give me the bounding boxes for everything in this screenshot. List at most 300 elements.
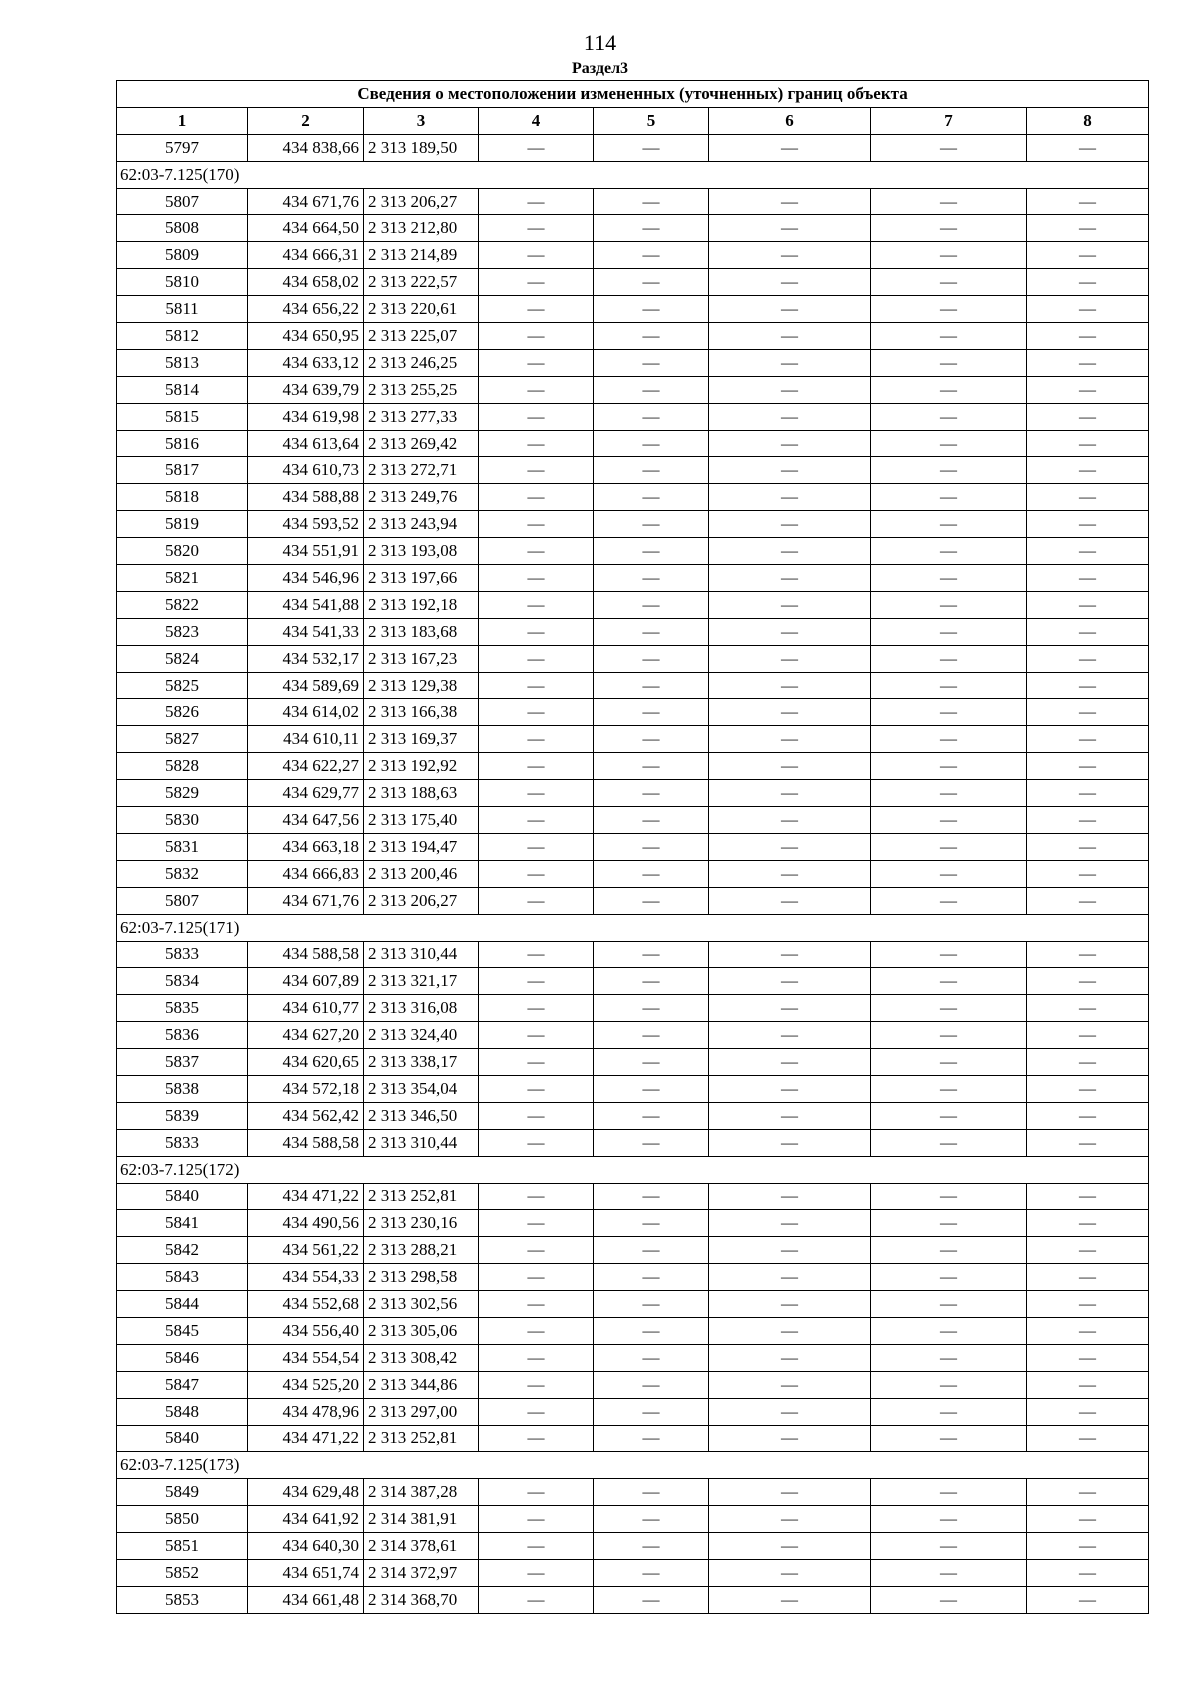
column-header: 1 bbox=[117, 107, 248, 134]
table-row bbox=[117, 1210, 1149, 1237]
empty-value-dash: — bbox=[709, 726, 871, 753]
empty-value-dash: — bbox=[1027, 1559, 1149, 1586]
empty-value-dash: — bbox=[594, 430, 709, 457]
coord-y: 2 313 197,66 bbox=[364, 565, 479, 592]
table-row bbox=[117, 1237, 1149, 1264]
coord-y: 2 313 169,37 bbox=[364, 726, 479, 753]
table-row bbox=[117, 1479, 1149, 1506]
coord-x: 434 661,48 bbox=[248, 1586, 364, 1613]
empty-value-dash: — bbox=[709, 591, 871, 618]
table-row bbox=[117, 995, 1149, 1022]
empty-value-dash: — bbox=[479, 1371, 594, 1398]
coord-x: 434 572,18 bbox=[248, 1075, 364, 1102]
coord-x: 434 554,54 bbox=[248, 1344, 364, 1371]
coord-y: 2 313 255,25 bbox=[364, 376, 479, 403]
empty-value-dash: — bbox=[709, 457, 871, 484]
column-header: 2 bbox=[248, 107, 364, 134]
table-row bbox=[117, 188, 1149, 215]
coord-x: 434 610,11 bbox=[248, 726, 364, 753]
coord-x: 434 588,58 bbox=[248, 941, 364, 968]
empty-value-dash: — bbox=[1027, 1506, 1149, 1533]
coord-y: 2 313 310,44 bbox=[364, 941, 479, 968]
coord-y: 2 313 230,16 bbox=[364, 1210, 479, 1237]
empty-value-dash: — bbox=[871, 1075, 1027, 1102]
coord-y: 2 313 298,58 bbox=[364, 1264, 479, 1291]
point-number: 5831 bbox=[117, 833, 248, 860]
empty-value-dash: — bbox=[1027, 1075, 1149, 1102]
table-row bbox=[117, 349, 1149, 376]
empty-value-dash: — bbox=[1027, 376, 1149, 403]
empty-value-dash: — bbox=[479, 188, 594, 215]
empty-value-dash: — bbox=[871, 618, 1027, 645]
coord-x: 434 556,40 bbox=[248, 1317, 364, 1344]
table-title-row bbox=[117, 81, 1149, 108]
point-number: 5824 bbox=[117, 645, 248, 672]
point-number: 5823 bbox=[117, 618, 248, 645]
coord-x: 434 610,73 bbox=[248, 457, 364, 484]
coord-x: 434 525,20 bbox=[248, 1371, 364, 1398]
empty-value-dash: — bbox=[594, 1264, 709, 1291]
empty-value-dash: — bbox=[1027, 565, 1149, 592]
empty-value-dash: — bbox=[1027, 618, 1149, 645]
empty-value-dash: — bbox=[709, 672, 871, 699]
empty-value-dash: — bbox=[709, 1049, 871, 1076]
empty-value-dash: — bbox=[1027, 591, 1149, 618]
coord-y: 2 313 225,07 bbox=[364, 323, 479, 350]
column-header: 6 bbox=[709, 107, 871, 134]
empty-value-dash: — bbox=[594, 1479, 709, 1506]
empty-value-dash: — bbox=[1027, 403, 1149, 430]
point-number: 5841 bbox=[117, 1210, 248, 1237]
empty-value-dash: — bbox=[479, 1237, 594, 1264]
coord-x: 434 541,88 bbox=[248, 591, 364, 618]
coord-y: 2 313 321,17 bbox=[364, 968, 479, 995]
empty-value-dash: — bbox=[1027, 995, 1149, 1022]
coord-y: 2 313 269,42 bbox=[364, 430, 479, 457]
point-number: 5835 bbox=[117, 995, 248, 1022]
parcel-number: 62:03-7.125(172) bbox=[117, 1156, 1149, 1183]
empty-value-dash: — bbox=[1027, 323, 1149, 350]
point-number: 5850 bbox=[117, 1506, 248, 1533]
empty-value-dash: — bbox=[1027, 1425, 1149, 1452]
empty-value-dash: — bbox=[594, 1533, 709, 1560]
point-number: 5825 bbox=[117, 672, 248, 699]
empty-value-dash: — bbox=[871, 538, 1027, 565]
empty-value-dash: — bbox=[479, 1264, 594, 1291]
table-row bbox=[117, 645, 1149, 672]
empty-value-dash: — bbox=[594, 968, 709, 995]
empty-value-dash: — bbox=[871, 1533, 1027, 1560]
table-row bbox=[117, 1183, 1149, 1210]
coord-x: 434 541,33 bbox=[248, 618, 364, 645]
empty-value-dash: — bbox=[709, 1479, 871, 1506]
empty-value-dash: — bbox=[1027, 188, 1149, 215]
empty-value-dash: — bbox=[594, 860, 709, 887]
empty-value-dash: — bbox=[479, 1586, 594, 1613]
empty-value-dash: — bbox=[479, 995, 594, 1022]
empty-value-dash: — bbox=[871, 1506, 1027, 1533]
empty-value-dash: — bbox=[479, 672, 594, 699]
coord-y: 2 313 214,89 bbox=[364, 242, 479, 269]
coord-x: 434 554,33 bbox=[248, 1264, 364, 1291]
point-number: 5812 bbox=[117, 323, 248, 350]
empty-value-dash: — bbox=[871, 215, 1027, 242]
coord-y: 2 314 381,91 bbox=[364, 1506, 479, 1533]
empty-value-dash: — bbox=[594, 1344, 709, 1371]
point-number: 5846 bbox=[117, 1344, 248, 1371]
coord-x: 434 620,65 bbox=[248, 1049, 364, 1076]
empty-value-dash: — bbox=[709, 618, 871, 645]
empty-value-dash: — bbox=[871, 591, 1027, 618]
empty-value-dash: — bbox=[709, 887, 871, 914]
empty-value-dash: — bbox=[871, 188, 1027, 215]
empty-value-dash: — bbox=[1027, 1102, 1149, 1129]
coord-y: 2 313 194,47 bbox=[364, 833, 479, 860]
coord-y: 2 314 368,70 bbox=[364, 1586, 479, 1613]
coord-y: 2 313 129,38 bbox=[364, 672, 479, 699]
empty-value-dash: — bbox=[1027, 1344, 1149, 1371]
empty-value-dash: — bbox=[871, 484, 1027, 511]
empty-value-dash: — bbox=[709, 1533, 871, 1560]
table-row bbox=[117, 1317, 1149, 1344]
empty-value-dash: — bbox=[871, 645, 1027, 672]
empty-value-dash: — bbox=[594, 618, 709, 645]
coord-y: 2 313 206,27 bbox=[364, 887, 479, 914]
empty-value-dash: — bbox=[594, 995, 709, 1022]
empty-value-dash: — bbox=[479, 699, 594, 726]
empty-value-dash: — bbox=[479, 887, 594, 914]
empty-value-dash: — bbox=[871, 269, 1027, 296]
empty-value-dash: — bbox=[871, 242, 1027, 269]
coord-x: 434 671,76 bbox=[248, 887, 364, 914]
point-number: 5811 bbox=[117, 296, 248, 323]
coord-x: 434 471,22 bbox=[248, 1183, 364, 1210]
coord-y: 2 313 277,33 bbox=[364, 403, 479, 430]
coord-y: 2 314 378,61 bbox=[364, 1533, 479, 1560]
empty-value-dash: — bbox=[594, 833, 709, 860]
coord-y: 2 313 305,06 bbox=[364, 1317, 479, 1344]
empty-value-dash: — bbox=[709, 1237, 871, 1264]
parcel-number: 62:03-7.125(170) bbox=[117, 161, 1149, 188]
empty-value-dash: — bbox=[871, 1425, 1027, 1452]
empty-value-dash: — bbox=[709, 1317, 871, 1344]
empty-value-dash: — bbox=[1027, 538, 1149, 565]
coord-y: 2 313 189,50 bbox=[364, 134, 479, 161]
empty-value-dash: — bbox=[594, 887, 709, 914]
table-row bbox=[117, 1425, 1149, 1452]
table-row bbox=[117, 941, 1149, 968]
coord-y: 2 313 175,40 bbox=[364, 807, 479, 834]
empty-value-dash: — bbox=[1027, 1129, 1149, 1156]
empty-value-dash: — bbox=[1027, 672, 1149, 699]
point-number: 5852 bbox=[117, 1559, 248, 1586]
empty-value-dash: — bbox=[871, 296, 1027, 323]
table-row bbox=[117, 403, 1149, 430]
parcel-number: 62:03-7.125(171) bbox=[117, 914, 1149, 941]
empty-value-dash: — bbox=[1027, 1183, 1149, 1210]
empty-value-dash: — bbox=[871, 1237, 1027, 1264]
point-number: 5834 bbox=[117, 968, 248, 995]
empty-value-dash: — bbox=[871, 1559, 1027, 1586]
coord-y: 2 313 308,42 bbox=[364, 1344, 479, 1371]
coord-x: 434 546,96 bbox=[248, 565, 364, 592]
empty-value-dash: — bbox=[1027, 807, 1149, 834]
empty-value-dash: — bbox=[871, 1049, 1027, 1076]
empty-value-dash: — bbox=[479, 1049, 594, 1076]
table-row bbox=[117, 242, 1149, 269]
empty-value-dash: — bbox=[871, 1371, 1027, 1398]
empty-value-dash: — bbox=[594, 1102, 709, 1129]
empty-value-dash: — bbox=[1027, 484, 1149, 511]
empty-value-dash: — bbox=[709, 134, 871, 161]
empty-value-dash: — bbox=[709, 1183, 871, 1210]
coord-x: 434 589,69 bbox=[248, 672, 364, 699]
empty-value-dash: — bbox=[871, 376, 1027, 403]
table-row bbox=[117, 672, 1149, 699]
table-row bbox=[117, 699, 1149, 726]
empty-value-dash: — bbox=[1027, 1237, 1149, 1264]
coord-y: 2 313 344,86 bbox=[364, 1371, 479, 1398]
empty-value-dash: — bbox=[479, 1291, 594, 1318]
empty-value-dash: — bbox=[479, 1075, 594, 1102]
table-row bbox=[117, 538, 1149, 565]
table-row bbox=[117, 1398, 1149, 1425]
empty-value-dash: — bbox=[871, 1291, 1027, 1318]
table-row bbox=[117, 618, 1149, 645]
point-number: 5840 bbox=[117, 1425, 248, 1452]
coord-y: 2 313 183,68 bbox=[364, 618, 479, 645]
empty-value-dash: — bbox=[709, 484, 871, 511]
empty-value-dash: — bbox=[709, 699, 871, 726]
coord-y: 2 313 316,08 bbox=[364, 995, 479, 1022]
coord-x: 434 551,91 bbox=[248, 538, 364, 565]
empty-value-dash: — bbox=[479, 1102, 594, 1129]
point-number: 5822 bbox=[117, 591, 248, 618]
table-row bbox=[117, 430, 1149, 457]
empty-value-dash: — bbox=[479, 511, 594, 538]
point-number: 5819 bbox=[117, 511, 248, 538]
empty-value-dash: — bbox=[709, 430, 871, 457]
point-number: 5833 bbox=[117, 941, 248, 968]
empty-value-dash: — bbox=[871, 941, 1027, 968]
empty-value-dash: — bbox=[709, 296, 871, 323]
empty-value-dash: — bbox=[1027, 699, 1149, 726]
empty-value-dash: — bbox=[479, 833, 594, 860]
table-row bbox=[117, 860, 1149, 887]
empty-value-dash: — bbox=[871, 1586, 1027, 1613]
empty-value-dash: — bbox=[479, 1344, 594, 1371]
empty-value-dash: — bbox=[479, 457, 594, 484]
empty-value-dash: — bbox=[1027, 1479, 1149, 1506]
coord-x: 434 647,56 bbox=[248, 807, 364, 834]
table-row bbox=[117, 511, 1149, 538]
empty-value-dash: — bbox=[871, 995, 1027, 1022]
empty-value-dash: — bbox=[871, 1398, 1027, 1425]
empty-value-dash: — bbox=[594, 565, 709, 592]
empty-value-dash: — bbox=[594, 296, 709, 323]
empty-value-dash: — bbox=[871, 511, 1027, 538]
coord-y: 2 313 252,81 bbox=[364, 1425, 479, 1452]
table-row bbox=[117, 726, 1149, 753]
empty-value-dash: — bbox=[479, 376, 594, 403]
empty-value-dash: — bbox=[479, 134, 594, 161]
table-row bbox=[117, 134, 1149, 161]
empty-value-dash: — bbox=[1027, 753, 1149, 780]
empty-value-dash: — bbox=[479, 753, 594, 780]
point-number: 5813 bbox=[117, 349, 248, 376]
empty-value-dash: — bbox=[1027, 1022, 1149, 1049]
coord-x: 434 666,83 bbox=[248, 860, 364, 887]
coord-x: 434 639,79 bbox=[248, 376, 364, 403]
coord-y: 2 313 212,80 bbox=[364, 215, 479, 242]
coord-y: 2 313 252,81 bbox=[364, 1183, 479, 1210]
empty-value-dash: — bbox=[594, 1398, 709, 1425]
point-number: 5797 bbox=[117, 134, 248, 161]
empty-value-dash: — bbox=[709, 565, 871, 592]
empty-value-dash: — bbox=[871, 807, 1027, 834]
coord-x: 434 627,20 bbox=[248, 1022, 364, 1049]
empty-value-dash: — bbox=[871, 887, 1027, 914]
empty-value-dash: — bbox=[871, 780, 1027, 807]
empty-value-dash: — bbox=[709, 1102, 871, 1129]
empty-value-dash: — bbox=[709, 1129, 871, 1156]
point-number: 5843 bbox=[117, 1264, 248, 1291]
empty-value-dash: — bbox=[871, 457, 1027, 484]
coord-y: 2 313 167,23 bbox=[364, 645, 479, 672]
point-number: 5837 bbox=[117, 1049, 248, 1076]
point-number: 5844 bbox=[117, 1291, 248, 1318]
table-row bbox=[117, 887, 1149, 914]
empty-value-dash: — bbox=[1027, 1210, 1149, 1237]
table-row bbox=[117, 1506, 1149, 1533]
coord-y: 2 313 192,92 bbox=[364, 753, 479, 780]
empty-value-dash: — bbox=[479, 807, 594, 834]
coord-x: 434 532,17 bbox=[248, 645, 364, 672]
empty-value-dash: — bbox=[1027, 887, 1149, 914]
empty-value-dash: — bbox=[871, 833, 1027, 860]
point-number: 5849 bbox=[117, 1479, 248, 1506]
coord-x: 434 656,22 bbox=[248, 296, 364, 323]
table-row bbox=[117, 296, 1149, 323]
empty-value-dash: — bbox=[709, 1506, 871, 1533]
empty-value-dash: — bbox=[479, 430, 594, 457]
coord-x: 434 666,31 bbox=[248, 242, 364, 269]
empty-value-dash: — bbox=[709, 807, 871, 834]
coord-y: 2 313 200,46 bbox=[364, 860, 479, 887]
empty-value-dash: — bbox=[871, 1183, 1027, 1210]
empty-value-dash: — bbox=[709, 941, 871, 968]
empty-value-dash: — bbox=[594, 538, 709, 565]
point-number: 5832 bbox=[117, 860, 248, 887]
empty-value-dash: — bbox=[594, 323, 709, 350]
point-number: 5815 bbox=[117, 403, 248, 430]
point-number: 5810 bbox=[117, 269, 248, 296]
empty-value-dash: — bbox=[594, 269, 709, 296]
empty-value-dash: — bbox=[594, 1183, 709, 1210]
empty-value-dash: — bbox=[871, 349, 1027, 376]
empty-value-dash: — bbox=[594, 215, 709, 242]
empty-value-dash: — bbox=[479, 1398, 594, 1425]
table-row bbox=[117, 807, 1149, 834]
table-row bbox=[117, 1049, 1149, 1076]
coord-x: 434 588,88 bbox=[248, 484, 364, 511]
coordinates-table bbox=[116, 80, 1149, 1614]
coord-y: 2 313 166,38 bbox=[364, 699, 479, 726]
empty-value-dash: — bbox=[594, 484, 709, 511]
empty-value-dash: — bbox=[479, 1506, 594, 1533]
point-number: 5817 bbox=[117, 457, 248, 484]
empty-value-dash: — bbox=[1027, 1317, 1149, 1344]
empty-value-dash: — bbox=[709, 1371, 871, 1398]
empty-value-dash: — bbox=[1027, 780, 1149, 807]
empty-value-dash: — bbox=[1027, 215, 1149, 242]
empty-value-dash: — bbox=[594, 780, 709, 807]
empty-value-dash: — bbox=[709, 242, 871, 269]
empty-value-dash: — bbox=[479, 1533, 594, 1560]
coord-x: 434 838,66 bbox=[248, 134, 364, 161]
empty-value-dash: — bbox=[1027, 1291, 1149, 1318]
empty-value-dash: — bbox=[871, 753, 1027, 780]
group-row bbox=[117, 1156, 1149, 1183]
empty-value-dash: — bbox=[594, 1022, 709, 1049]
point-number: 5838 bbox=[117, 1075, 248, 1102]
table-row bbox=[117, 1022, 1149, 1049]
table-row bbox=[117, 457, 1149, 484]
coord-x: 434 614,02 bbox=[248, 699, 364, 726]
empty-value-dash: — bbox=[1027, 349, 1149, 376]
coord-x: 434 658,02 bbox=[248, 269, 364, 296]
empty-value-dash: — bbox=[709, 995, 871, 1022]
coord-x: 434 651,74 bbox=[248, 1559, 364, 1586]
empty-value-dash: — bbox=[1027, 457, 1149, 484]
empty-value-dash: — bbox=[871, 134, 1027, 161]
parcel-number: 62:03-7.125(173) bbox=[117, 1452, 1149, 1479]
empty-value-dash: — bbox=[594, 1317, 709, 1344]
table-row bbox=[117, 1533, 1149, 1560]
column-header: 7 bbox=[871, 107, 1027, 134]
empty-value-dash: — bbox=[594, 672, 709, 699]
point-number: 5807 bbox=[117, 887, 248, 914]
empty-value-dash: — bbox=[709, 403, 871, 430]
coord-x: 434 490,56 bbox=[248, 1210, 364, 1237]
section-title: Раздел3 bbox=[571, 60, 629, 77]
coord-y: 2 313 302,56 bbox=[364, 1291, 479, 1318]
point-number: 5845 bbox=[117, 1317, 248, 1344]
empty-value-dash: — bbox=[594, 349, 709, 376]
empty-value-dash: — bbox=[709, 323, 871, 350]
empty-value-dash: — bbox=[594, 1075, 709, 1102]
empty-value-dash: — bbox=[594, 1371, 709, 1398]
empty-value-dash: — bbox=[479, 269, 594, 296]
coord-x: 434 613,64 bbox=[248, 430, 364, 457]
empty-value-dash: — bbox=[479, 591, 594, 618]
empty-value-dash: — bbox=[871, 1344, 1027, 1371]
page-number: 114 bbox=[583, 30, 617, 55]
empty-value-dash: — bbox=[709, 215, 871, 242]
point-number: 5848 bbox=[117, 1398, 248, 1425]
empty-value-dash: — bbox=[479, 1559, 594, 1586]
empty-value-dash: — bbox=[1027, 511, 1149, 538]
point-number: 5808 bbox=[117, 215, 248, 242]
empty-value-dash: — bbox=[709, 1586, 871, 1613]
empty-value-dash: — bbox=[871, 726, 1027, 753]
coord-x: 434 552,68 bbox=[248, 1291, 364, 1318]
coord-y: 2 313 222,57 bbox=[364, 269, 479, 296]
coord-y: 2 313 249,76 bbox=[364, 484, 479, 511]
coord-y: 2 313 220,61 bbox=[364, 296, 479, 323]
empty-value-dash: — bbox=[479, 1129, 594, 1156]
empty-value-dash: — bbox=[1027, 1398, 1149, 1425]
